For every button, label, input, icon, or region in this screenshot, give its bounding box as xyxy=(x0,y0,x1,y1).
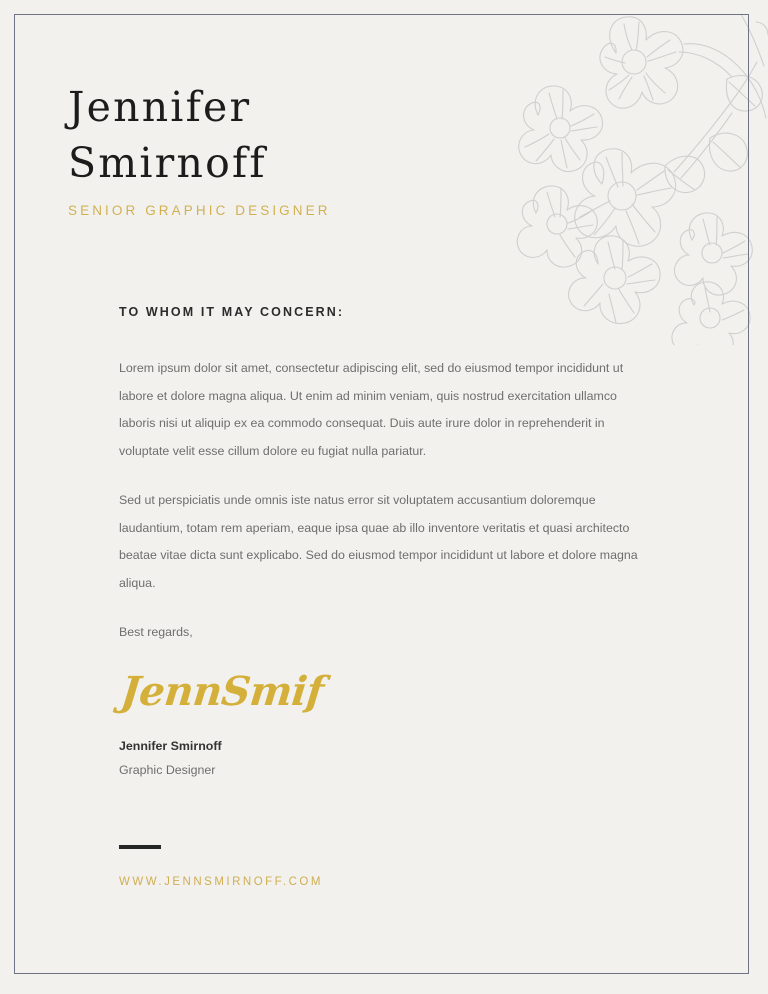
salutation: TO WHOM IT MAY CONCERN: xyxy=(119,305,345,319)
website-url[interactable]: WWW.JENNSMIRNOFF.COM xyxy=(119,876,323,888)
letter-footer xyxy=(119,845,519,888)
job-role-subtitle: SENIOR GRAPHIC DESIGNER xyxy=(68,202,331,218)
paragraph-2: Sed ut perspiciatis unde omnis iste natus error sit voluptatem accusantium doloremque laudantium, totam rem aperiam, eaque ipsa quae ab illo inventore veritatis et quasi architecto beatae vitae dicta sunt explicabo. Sed do eiusmod tempor incididunt ut labore et dolore magna aliqua. xyxy=(119,493,638,590)
first-name: Jennifer xyxy=(68,83,252,131)
page-title xyxy=(68,80,498,192)
last-name: Smirnoff xyxy=(68,138,267,187)
footer-divider xyxy=(119,845,161,849)
closing-line: Best regards, xyxy=(119,625,193,640)
handwritten-signature: JennSmif xyxy=(118,667,326,715)
letterhead-header xyxy=(68,80,498,218)
paragraph-1: Lorem ipsum dolor sit amet, consectetur adipiscing elit, sed do eiusmod tempor incididunt ut labore et dolore magna aliqua. Ut enim ad minim veniam, quis nostrud exercitation ullamco laboris nisi ut aliquip ex ea commodo consequat. Duis aute irure dolor in reprehenderit in voluptate velit esse cillum dolore eu fugiat nulla pariatur. xyxy=(119,361,624,458)
signer-name: Jennifer Smirnoff xyxy=(119,738,222,753)
letter-body xyxy=(119,305,649,783)
signer-title: Graphic Designer xyxy=(119,763,216,778)
